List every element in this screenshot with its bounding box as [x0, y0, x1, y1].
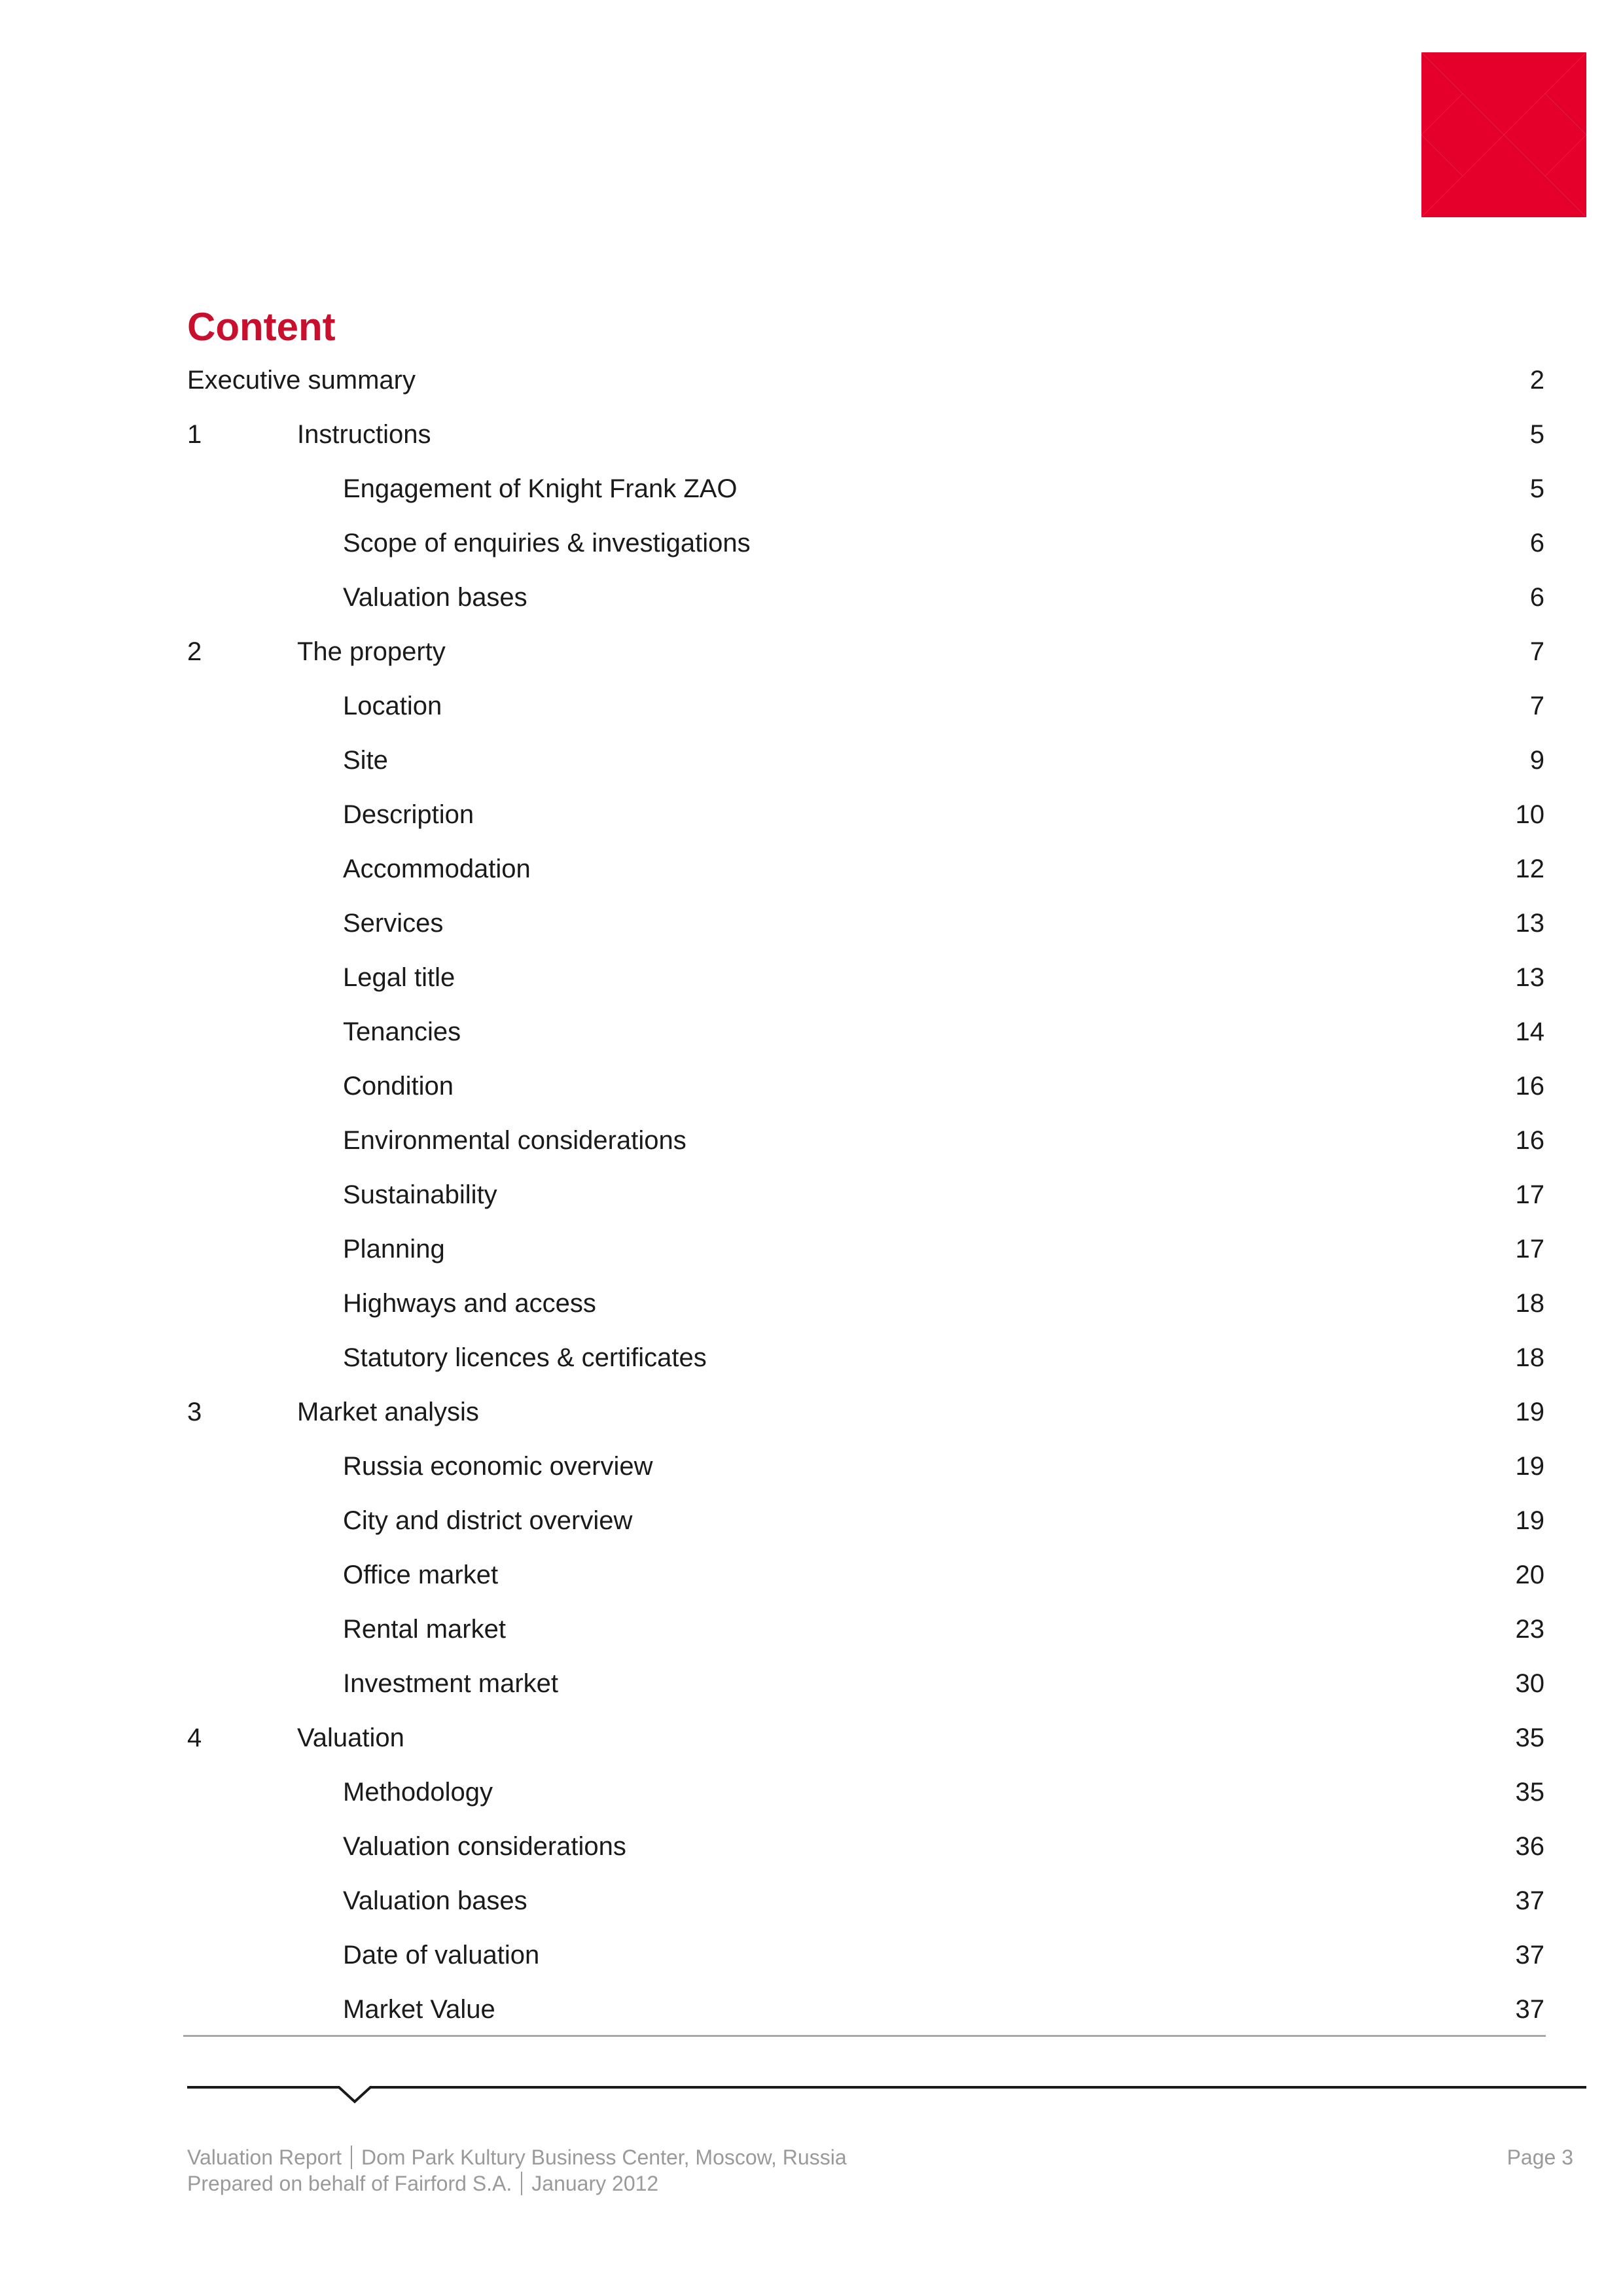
toc-entry-title: Instructions: [297, 420, 431, 449]
toc-entry[interactable]: [187, 1222, 1544, 1277]
footer: [187, 2144, 847, 2197]
toc-entry-title: Sustainability: [343, 1180, 497, 1209]
toc-entry[interactable]: [187, 1602, 1544, 1657]
toc-page-number: 13: [1515, 963, 1544, 992]
toc-entry-title: Office market: [343, 1561, 499, 1589]
toc-page-number: 14: [1515, 1017, 1544, 1046]
footer-line-1: [187, 2144, 847, 2170]
toc-page-number: 5: [1529, 420, 1544, 449]
toc-entry-title: Rental market: [343, 1615, 506, 1644]
toc-entry-title: Highways and access: [343, 1289, 596, 1318]
toc-entry-title: Methodology: [343, 1778, 493, 1807]
toc-entry[interactable]: [187, 733, 1544, 788]
toc-entry-title: The property: [297, 637, 446, 666]
toc-page-number: 19: [1515, 1506, 1544, 1535]
toc-entry[interactable]: [187, 1765, 1544, 1820]
toc-entry[interactable]: [187, 1331, 1544, 1385]
toc-page-number: 35: [1515, 1778, 1544, 1807]
toc-entry[interactable]: [187, 1114, 1544, 1168]
page-title: Content: [187, 305, 336, 349]
table-of-contents: [187, 353, 1544, 2037]
toc-entry[interactable]: [187, 516, 1544, 571]
footer-line-2: [187, 2170, 847, 2197]
toc-entry-title: Statutory licences & certificates: [343, 1343, 707, 1372]
toc-entry[interactable]: [187, 1439, 1544, 1494]
toc-page-number: 7: [1529, 637, 1544, 666]
toc-section-number: 2: [187, 637, 202, 666]
toc-page-number: 35: [1515, 1723, 1544, 1752]
toc-section-number: 1: [187, 420, 202, 449]
toc-page-number: 7: [1529, 692, 1544, 720]
toc-entry[interactable]: [187, 625, 1544, 679]
toc-entry-title: Site: [343, 746, 388, 775]
toc-entry[interactable]: [187, 571, 1544, 625]
toc-entry-title: Russia economic overview: [343, 1452, 653, 1481]
toc-page-number: 17: [1515, 1235, 1544, 1263]
toc-entry-title: Investment market: [343, 1669, 559, 1698]
toc-entry-title: Location: [343, 692, 442, 720]
toc-entry[interactable]: [187, 1059, 1544, 1114]
toc-entry-title: Market Value: [343, 1995, 495, 2024]
toc-entry[interactable]: [187, 1711, 1544, 1765]
toc-entry[interactable]: [187, 896, 1544, 951]
toc-page-number: 30: [1515, 1669, 1544, 1698]
footer-date: January 2012: [531, 2172, 659, 2195]
toc-page-number: 19: [1515, 1452, 1544, 1481]
toc-page-number: 2: [1529, 366, 1544, 395]
toc-entry-title: Environmental considerations: [343, 1126, 687, 1155]
toc-entry[interactable]: [187, 951, 1544, 1005]
toc-entry[interactable]: [187, 1005, 1544, 1059]
toc-entry-title: Planning: [343, 1235, 445, 1263]
toc-entry-title: Scope of enquiries & investigations: [343, 529, 751, 557]
toc-page-number: 37: [1515, 1886, 1544, 1915]
toc-entry[interactable]: [187, 1277, 1544, 1331]
toc-page-number: 36: [1515, 1832, 1544, 1861]
toc-entry-title: Valuation: [297, 1723, 404, 1752]
toc-section-number: 3: [187, 1398, 202, 1426]
toc-page-number: 12: [1515, 855, 1544, 883]
toc-entry-title: Executive summary: [187, 366, 416, 395]
toc-entry[interactable]: [187, 1820, 1544, 1874]
toc-entry[interactable]: [187, 1657, 1544, 1711]
toc-page-number: 6: [1529, 529, 1544, 557]
toc-entry-title: City and district overview: [343, 1506, 633, 1535]
toc-entry[interactable]: [187, 1548, 1544, 1602]
footer-separator: [521, 2172, 522, 2195]
toc-page-number: 13: [1515, 909, 1544, 938]
toc-entry[interactable]: [187, 679, 1544, 733]
toc-entry[interactable]: [187, 1874, 1544, 1928]
toc-page-number: 37: [1515, 1941, 1544, 1969]
toc-entry-title: Description: [343, 800, 474, 829]
toc-entry-title: Valuation bases: [343, 583, 527, 612]
toc-entry-title: Engagement of Knight Frank ZAO: [343, 474, 738, 503]
toc-page-number: 20: [1515, 1561, 1544, 1589]
toc-entry[interactable]: [187, 1983, 1544, 2037]
footer-property: Dom Park Kultury Business Center, Moscow, Russia: [361, 2146, 847, 2169]
toc-entry-title: Valuation bases: [343, 1886, 527, 1915]
toc-entry-title: Valuation considerations: [343, 1832, 626, 1861]
toc-entry[interactable]: [187, 1168, 1544, 1222]
toc-bottom-divider: [183, 2035, 1546, 2037]
footer-report-type: Valuation Report: [187, 2146, 342, 2169]
toc-entry-title: Date of valuation: [343, 1941, 540, 1969]
toc-entry[interactable]: [187, 1928, 1544, 1983]
toc-entry[interactable]: [187, 1385, 1544, 1439]
toc-page-number: 19: [1515, 1398, 1544, 1426]
toc-page-number: 9: [1529, 746, 1544, 775]
toc-entry-title: Condition: [343, 1072, 454, 1101]
footer-divider: [187, 2081, 1586, 2107]
footer-prepared-for: Prepared on behalf of Fairford S.A.: [187, 2172, 512, 2195]
toc-entry[interactable]: [187, 462, 1544, 516]
toc-entry-title: Services: [343, 909, 444, 938]
toc-page-number: 6: [1529, 583, 1544, 612]
toc-entry[interactable]: [187, 353, 1544, 408]
toc-page-number: 10: [1515, 800, 1544, 829]
footer-separator: [351, 2146, 352, 2169]
toc-section-number: 4: [187, 1723, 202, 1752]
toc-entry-title: Legal title: [343, 963, 455, 992]
toc-entry[interactable]: [187, 788, 1544, 842]
toc-page-number: 18: [1515, 1343, 1544, 1372]
toc-entry[interactable]: [187, 408, 1544, 462]
toc-entry[interactable]: [187, 1494, 1544, 1548]
toc-page-number: 5: [1529, 474, 1544, 503]
toc-page-number: 16: [1515, 1072, 1544, 1101]
knight-frank-logo: [1421, 52, 1586, 217]
toc-entry-title: Accommodation: [343, 855, 531, 883]
toc-page-number: 37: [1515, 1995, 1544, 2024]
toc-page-number: 17: [1515, 1180, 1544, 1209]
toc-page-number: 18: [1515, 1289, 1544, 1318]
toc-entry-title: Market analysis: [297, 1398, 479, 1426]
toc-entry[interactable]: [187, 842, 1544, 896]
toc-page-number: 23: [1515, 1615, 1544, 1644]
toc-page-number: 16: [1515, 1126, 1544, 1155]
page-number: Page 3: [1507, 2146, 1573, 2169]
toc-entry-title: Tenancies: [343, 1017, 461, 1046]
